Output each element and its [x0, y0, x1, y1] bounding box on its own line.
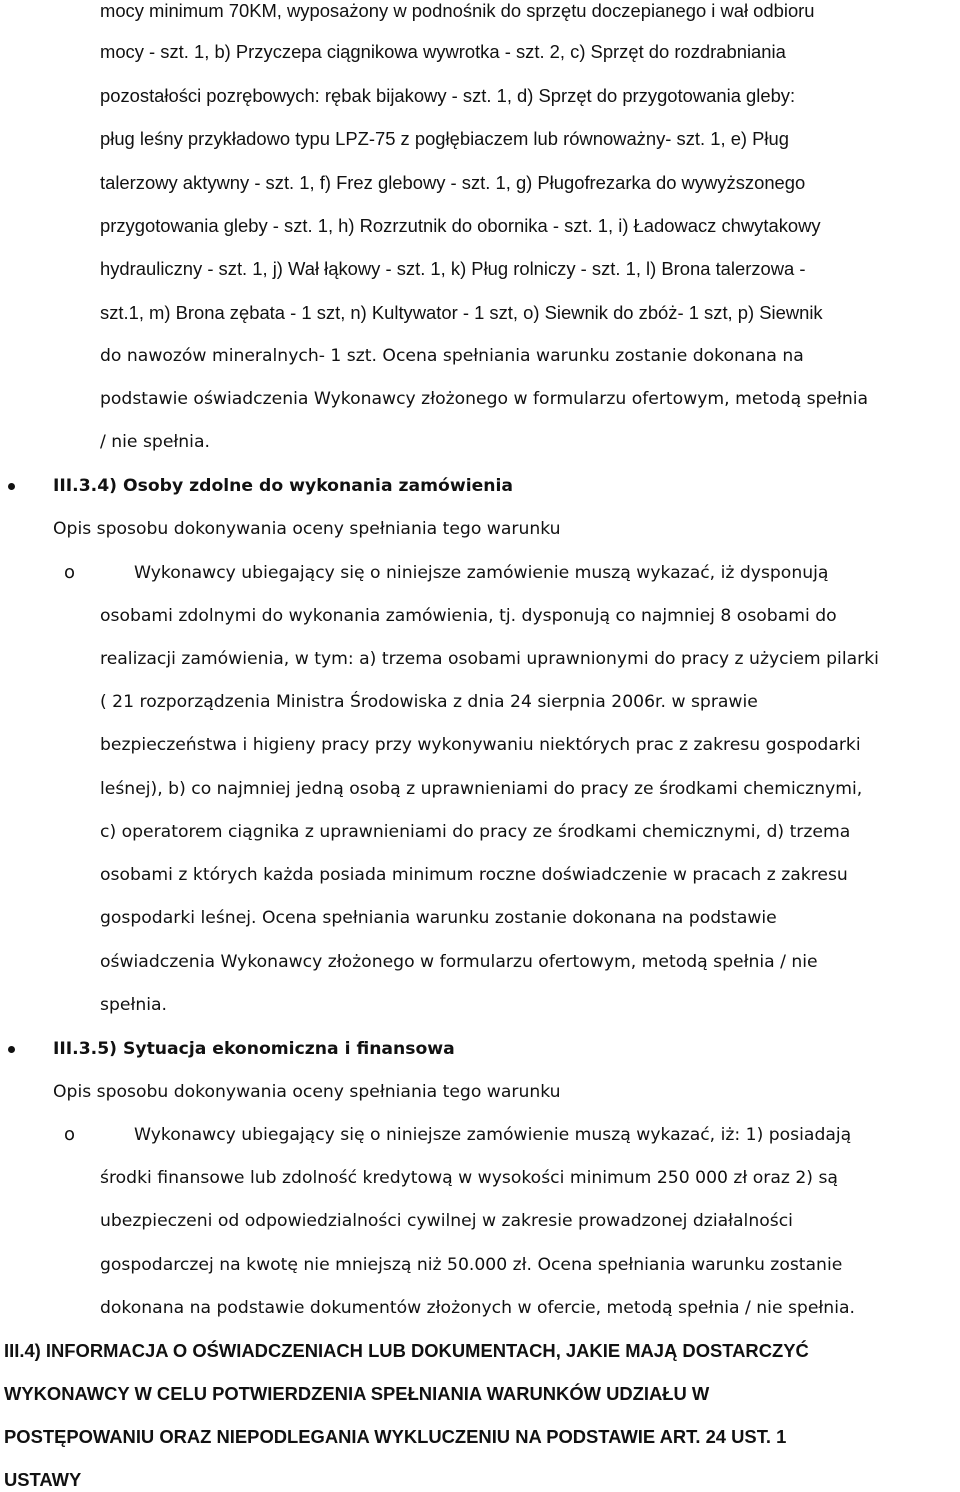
section-heading-line: USTAWY — [4, 1469, 82, 1490]
paragraph-line: pozostałości pozrębowych: rębak bijakowy - szt. 1, d) Sprzęt do przygotowania gleby: — [100, 85, 796, 106]
paragraph-line: realizacji zamówienia, w tym: a) trzema osobami uprawnionymi do pracy z użyciem pilarki — [100, 649, 879, 669]
paragraph-line: hydrauliczny - szt. 1, j) Wał łąkowy - szt. 1, k) Pług rolniczy - szt. 1, l) Brona talerzowa - — [100, 258, 806, 279]
circle-bullet-icon: o — [64, 1124, 76, 1145]
paragraph-line: Wykonawcy ubiegający się o niniejsze zamówienie muszą wykazać, iż dysponują — [134, 563, 829, 583]
paragraph-line: środki finansowe lub zdolność kredytową w wysokości minimum 250 000 zł oraz 2) są — [100, 1168, 838, 1188]
paragraph-line: talerzowy aktywny - szt. 1, f) Frez glebowy - szt. 1, g) Pługofrezarka do wywyższonego — [100, 172, 806, 193]
section-subheading: Opis sposobu dokonywania oceny spełniania tego warunku — [53, 1082, 561, 1102]
paragraph-line: ubezpieczeni od odpowiedzialności cywilnej w zakresie prowadzonej działalności — [100, 1211, 793, 1231]
paragraph-line: podstawie oświadczenia Wykonawcy złożonego w formularzu ofertowym, metodą spełnia — [100, 389, 869, 409]
paragraph-line: przygotowania gleby - szt. 1, h) Rozrzutnik do obornika - szt. 1, i) Ładowacz chwytakowy — [100, 215, 821, 236]
section-heading-line: III.4) INFORMACJA O OŚWIADCZENIACH LUB DOKUMENTACH, JAKIE MAJĄ DOSTARCZYĆ — [4, 1340, 809, 1361]
paragraph-line: mocy - szt. 1, b) Przyczepa ciągnikowa wywrotka - szt. 2, c) Sprzęt do rozdrabniania — [100, 41, 786, 62]
section-heading-line: WYKONAWCY W CELU POTWIERDZENIA SPEŁNIANIA WARUNKÓW UDZIAŁU W — [4, 1383, 710, 1404]
paragraph-line: gospodarki leśnej. Ocena spełniania warunku zostanie dokonana na podstawie — [100, 908, 777, 928]
paragraph-line: oświadczenia Wykonawcy złożonego w formularzu ofertowym, metodą spełnia / nie — [100, 952, 818, 972]
section-heading: III.3.5) Sytuacja ekonomiczna i finansowa — [53, 1039, 455, 1059]
paragraph-line: leśnej), b) co najmniej jedną osobą z uprawnieniami do pracy ze środkami chemicznymi, — [100, 779, 863, 799]
section-heading: III.3.4) Osoby zdolne do wykonania zamówienia — [53, 476, 513, 496]
bullet-icon — [8, 483, 15, 490]
paragraph-line: c) operatorem ciągnika z uprawnieniami do pracy ze środkami chemicznymi, d) trzema — [100, 822, 851, 842]
paragraph-line: do nawozów mineralnych- 1 szt. Ocena spełniania warunku zostanie dokonana na — [100, 346, 804, 366]
paragraph-line: gospodarczej na kwotę nie mniejszą niż 50.000 zł. Ocena spełniania warunku zostanie — [100, 1255, 843, 1275]
paragraph-line: pług leśny przykładowo typu LPZ-75 z pogłębiaczem lub równoważny- szt. 1, e) Pług — [100, 128, 789, 149]
paragraph-line: osobami zdolnymi do wykonania zamówienia, tj. dysponują co najmniej 8 osobami do — [100, 606, 837, 626]
bullet-icon — [8, 1046, 15, 1053]
paragraph-line: szt.1, m) Brona zębata - 1 szt, n) Kultywator - 1 szt, o) Siewnik do zbóż- 1 szt, p) Siewnik — [100, 302, 823, 323]
paragraph-line: bezpieczeństwa i higieny pracy przy wykonywaniu niektórych prac z zakresu gospodarki — [100, 735, 861, 755]
circle-bullet-icon: o — [64, 562, 76, 583]
paragraph-line: dokonana na podstawie dokumentów złożonych w ofercie, metodą spełnia / nie spełnia. — [100, 1298, 855, 1318]
section-subheading: Opis sposobu dokonywania oceny spełniania tego warunku — [53, 519, 561, 539]
paragraph-line: Wykonawcy ubiegający się o niniejsze zamówienie muszą wykazać, iż: 1) posiadają — [134, 1125, 852, 1145]
paragraph-line: / nie spełnia. — [100, 432, 210, 452]
paragraph-line: mocy minimum 70KM, wyposażony w podnośnik do sprzętu doczepianego i wał odbioru — [100, 0, 815, 21]
section-heading-line: POSTĘPOWANIU ORAZ NIEPODLEGANIA WYKLUCZENIU NA PODSTAWIE ART. 24 UST. 1 — [4, 1426, 787, 1447]
paragraph-line: osobami z których każda posiada minimum roczne doświadczenie w pracach z zakresu — [100, 865, 848, 885]
paragraph-line: spełnia. — [100, 995, 167, 1015]
paragraph-line: ( 21 rozporządzenia Ministra Środowiska z dnia 24 sierpnia 2006r. w sprawie — [100, 692, 758, 712]
